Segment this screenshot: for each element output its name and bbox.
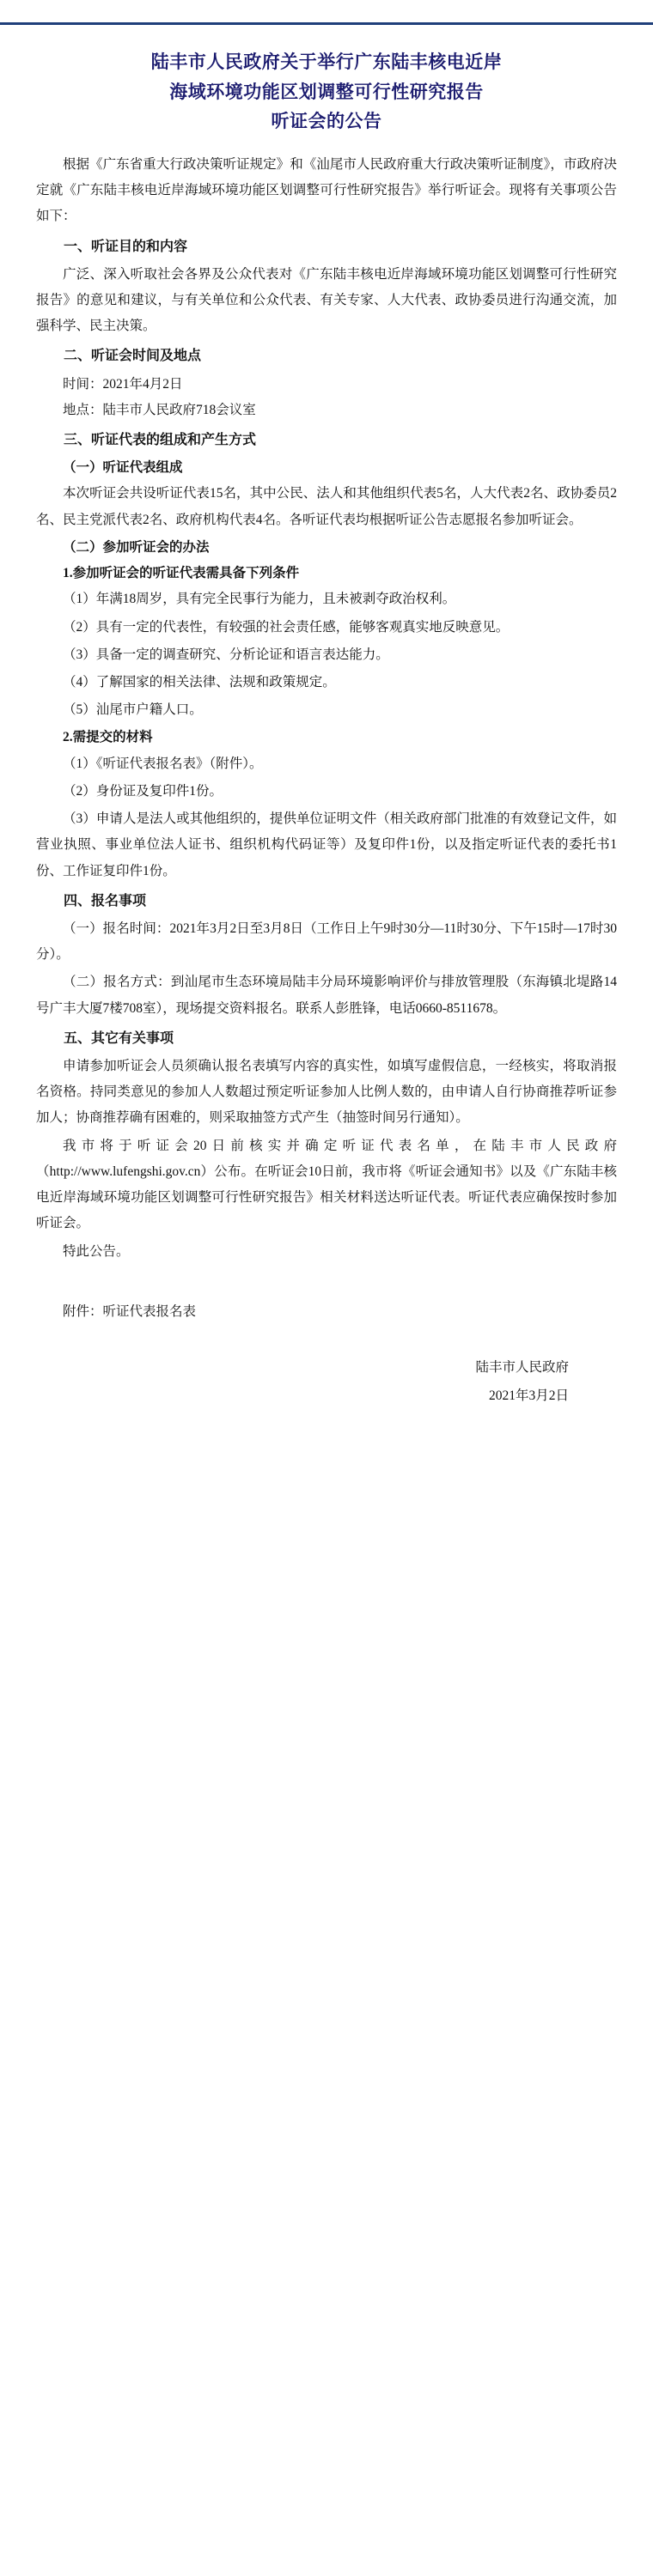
section-1-heading: 一、听证目的和内容 bbox=[64, 239, 188, 254]
section-5-paragraph-3: 特此公告。 bbox=[63, 1243, 130, 1259]
section-2-place: 地点：陆丰市人民政府718会议室 bbox=[63, 402, 256, 417]
section-3-item-2-entry-3: （3）申请人是法人或其他组织的，提供单位证明文件（相关政府部门批准的有效登记文件，如营业执照、事业单位法人证书、组织机构代码证等）及复印件1份，以及指定听证代表的委托书1份、工作证复印件1份。 bbox=[36, 811, 617, 878]
title-line-2: 海域环境功能区划调整可行性研究报告 bbox=[169, 81, 484, 102]
section-4-paragraph-1: （一）报名时间：2021年3月2日至3月8日（工作日上午9时30分—11时30分、下午15时—17时30分）。 bbox=[36, 920, 617, 963]
section-2-time: 时间：2021年4月2日 bbox=[63, 376, 183, 392]
title-line-1: 陆丰市人民政府关于举行广东陆丰核电近岸 bbox=[150, 52, 503, 72]
section-3-sub-2-heading: （二）参加听证会的办法 bbox=[63, 539, 210, 555]
section-1-paragraph-1: 广泛、深入听取社会各界及公众代表对《广东陆丰核电近岸海域环境功能区划调整可行性研究报告》的意见和建议，与有关单位和公众代表、有关专家、人大代表、政协委员进行沟通交流，加强科学、民主决策。 bbox=[36, 266, 617, 334]
section-3-sub-1-paragraph: 本次听证会共设听证代表15名，其中公民、法人和其他组织代表5名，人大代表2名、政协委员2名、民主党派代表2名、政府机构代表4名。各听证代表均根据听证公告志愿报名参加听证会。 bbox=[36, 486, 617, 527]
section-3-item-1-entry-1: （1）年满18周岁，具有完全民事行为能力，且未被剥夺政治权利。 bbox=[63, 592, 456, 607]
section-3-sub-1-heading: （一）听证代表组成 bbox=[63, 460, 183, 476]
section-3-item-2-entry-2: （2）身份证及复印件1份。 bbox=[63, 783, 223, 799]
section-5-paragraph-2: 我市将于听证会20日前核实并确定听证代表名单，在陆丰市人民政府（http://www.lufengshi.gov.cn）公布。在听证会10日前，我市将《听证会通知书》以及《广东陆丰核电近岸海域环境功能区划调整可行性研究报告》相关材料送达听证代表。听证代表应确保按时参加听证会。 bbox=[36, 1138, 617, 1231]
section-3-item-1-entry-5: （5）汕尾市户籍人口。 bbox=[63, 702, 203, 718]
section-4-paragraph-2: （二）报名方式：到汕尾市生态环境局陆丰分局环境影响评价与排放管理股（东海镇北堤路14号广丰大厦7楼708室），现场提交资料报名。联系人彭胜锋，电话0660-8511678。 bbox=[36, 975, 617, 1016]
section-2-heading: 二、听证会时间及地点 bbox=[64, 349, 202, 364]
document-body bbox=[0, 47, 653, 1461]
section-3-item-2-heading: 2.需提交的材料 bbox=[63, 730, 153, 745]
attachment-note: 附件：听证代表报名表 bbox=[63, 1303, 197, 1319]
section-3-item-1-entry-3: （3）具备一定的调查研究、分析论证和语言表达能力。 bbox=[63, 647, 389, 662]
signature-block bbox=[36, 1354, 617, 1410]
section-3-item-2-entry-1: （1）《听证代表报名表》（附件）。 bbox=[63, 756, 263, 771]
title-line-3: 听证会的公告 bbox=[271, 111, 382, 132]
signature-date: 2021年3月2日 bbox=[488, 1388, 569, 1403]
intro-paragraph: 根据《广东省重大行政决策听证规定》和《汕尾市人民政府重大行政决策听证制度》，市政府决定就《广东陆丰核电近岸海域环境功能区划调整可行性研究报告》举行听证会。现将有关事项公告如下： bbox=[36, 156, 617, 224]
section-3-heading: 三、听证代表的组成和产生方式 bbox=[64, 433, 257, 448]
section-3-item-1-heading: 1.参加听证会的听证代表需具备下列条件 bbox=[63, 566, 300, 581]
section-3-item-1-entry-2: （2）具有一定的代表性，有较强的社会责任感，能够客观真实地反映意见。 bbox=[63, 619, 510, 635]
top-rule bbox=[0, 22, 653, 25]
page-title bbox=[60, 47, 593, 137]
section-4-heading: 四、报名事项 bbox=[64, 893, 147, 908]
bottom-spacer bbox=[36, 1410, 617, 1461]
signature-issuer: 陆丰市人民政府 bbox=[475, 1359, 569, 1375]
section-3-item-1-entry-4: （4）了解国家的相关法律、法规和政策规定。 bbox=[63, 674, 336, 690]
section-5-paragraph-1: 申请参加听证会人员须确认报名表填写内容的真实性，如填写虚假信息，一经核实，将取消报名资格。持同类意见的参加人人数超过预定听证参加人比例人数的，由申请人自行协商推荐听证参加人；协商推荐确有困难的，则采取抽签方式产生（抽签时间另行通知）。 bbox=[36, 1058, 617, 1126]
section-5-heading: 五、其它有关事项 bbox=[64, 1030, 174, 1046]
